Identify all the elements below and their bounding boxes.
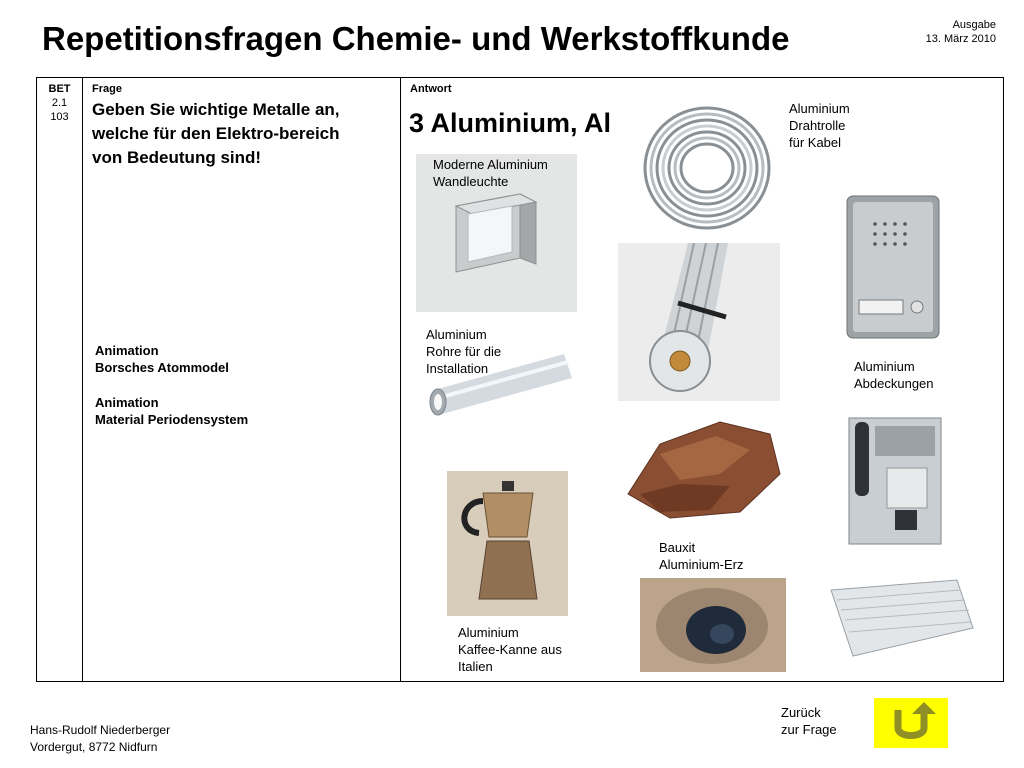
bet-sub: 103 bbox=[50, 111, 69, 123]
cable-photo bbox=[618, 243, 780, 401]
animation-title: Borsches Atommodel bbox=[95, 360, 229, 375]
bet-label: BET bbox=[48, 83, 71, 95]
animation-atommodel-link[interactable] bbox=[95, 342, 229, 376]
bet-cell bbox=[37, 82, 82, 124]
bet-number: 2.1 bbox=[51, 97, 68, 109]
issue-info bbox=[926, 18, 996, 46]
author-info bbox=[30, 722, 170, 756]
back-to-question-button[interactable] bbox=[874, 698, 948, 748]
animation-periodensystem-link[interactable] bbox=[95, 394, 248, 428]
author-name: Hans-Rudolf Niederberger bbox=[30, 723, 171, 737]
caption-wandleuchte: Moderne Aluminium Wandleuchte bbox=[433, 157, 548, 189]
back-link-text[interactable]: Zurück zur Frage bbox=[781, 705, 837, 737]
page-title: Repetitionsfragen Chemie- und Werkstoffkunde bbox=[42, 20, 790, 57]
caption-bauxit: Bauxit Aluminium-Erz bbox=[659, 540, 744, 572]
bauxite-rock-photo bbox=[620, 414, 785, 526]
pipe-photo bbox=[414, 348, 572, 438]
caption-rohre: Aluminium Rohre für die Installation bbox=[426, 327, 502, 376]
animation-title: Material Periodensystem bbox=[95, 412, 249, 427]
author-address: Vordergut, 8772 Nidfurn bbox=[30, 740, 158, 754]
u-turn-arrow-icon bbox=[874, 698, 948, 748]
antwort-label: Antwort bbox=[410, 83, 452, 95]
espresso-pot-photo bbox=[447, 471, 568, 616]
column-divider bbox=[400, 78, 401, 681]
column-divider bbox=[82, 78, 83, 681]
frage-label: Frage bbox=[92, 83, 122, 95]
issue-label: Ausgabe bbox=[952, 19, 996, 31]
question-table bbox=[36, 77, 1004, 682]
answer-heading: 3 Aluminium, Al bbox=[409, 108, 612, 138]
payphone-photo bbox=[835, 412, 955, 552]
keyboard-photo bbox=[827, 576, 975, 661]
animation-label: Animation bbox=[95, 343, 159, 358]
issue-date: 13. März 2010 bbox=[925, 33, 996, 45]
question-text: Geben Sie wichtige Metalle an, welche für den Elektro-bereich von Bedeutung sind! bbox=[92, 100, 340, 167]
intercom-panel-photo bbox=[845, 194, 941, 340]
animation-label: Animation bbox=[95, 395, 159, 410]
bauxite-ore-photo bbox=[640, 578, 786, 672]
wall-lamp-photo bbox=[416, 154, 577, 312]
caption-kaffee: Aluminium Kaffee-Kanne aus Italien bbox=[458, 625, 562, 674]
caption-abdeckungen: Aluminium Abdeckungen bbox=[854, 359, 934, 391]
wire-coil-photo bbox=[637, 98, 777, 238]
caption-drahtrolle: Aluminium Drahtrolle für Kabel bbox=[789, 101, 850, 150]
